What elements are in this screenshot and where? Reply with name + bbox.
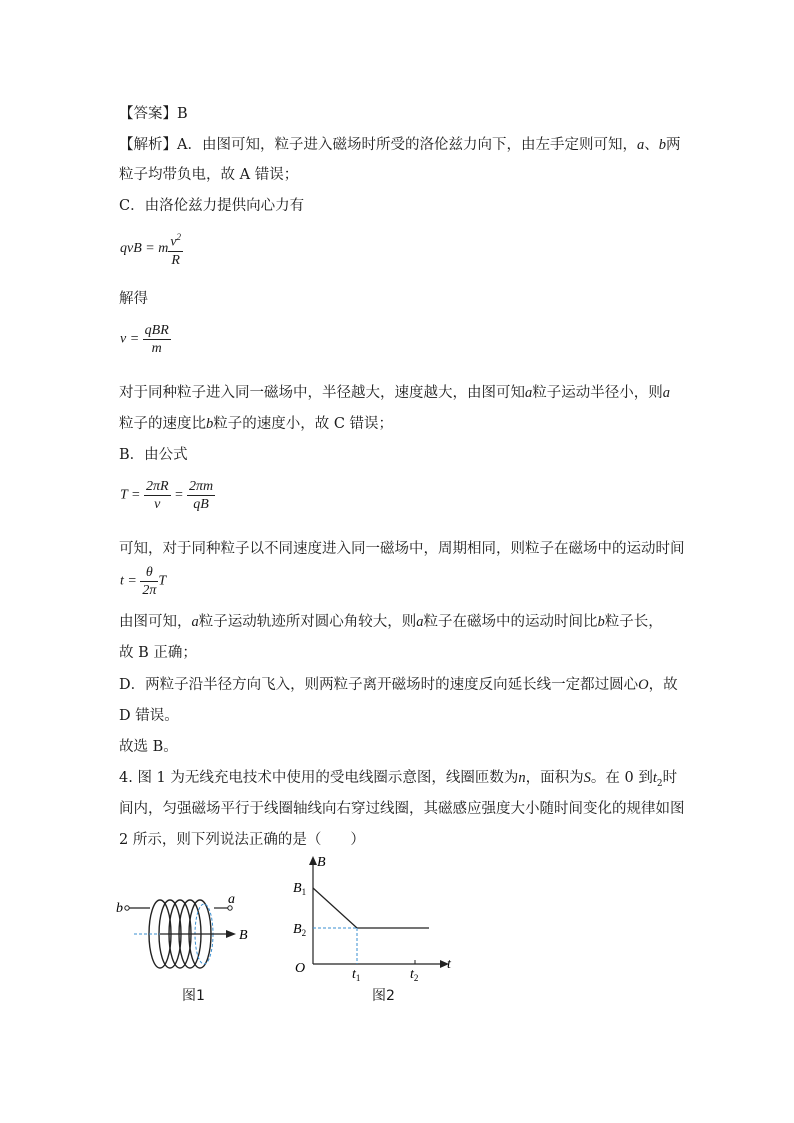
label-b: b <box>116 901 123 916</box>
eq1-sup: 2 <box>176 232 182 242</box>
eq3-lhs: T = <box>120 487 141 503</box>
label-a: a <box>228 892 235 907</box>
figure1-caption: 图1 <box>182 988 205 1004</box>
eq1-lhs: qvB = m <box>120 241 169 257</box>
analysis-c-line2 <box>119 384 670 402</box>
analysis-c-line3 <box>119 415 393 433</box>
equation-lorentz <box>120 229 183 269</box>
analysis-d-line2: D 错误。 <box>119 708 179 724</box>
eq3-num1: 2πR <box>145 479 169 494</box>
d1-pre: D．两粒子沿半径方向飞入，则两粒子离开磁场时的速度反向延长线一定都过圆心 <box>119 677 639 693</box>
symbol-b: b <box>597 614 605 630</box>
axis-label-B: B <box>317 855 326 870</box>
figure2-caption: 图2 <box>372 988 395 1004</box>
analysis-tag: 【解析】 <box>119 137 177 153</box>
symbol-t-sub: 2 <box>656 778 663 789</box>
symbol-t: t <box>652 770 657 786</box>
q1-mid2: 。在 0 到 <box>590 770 653 786</box>
analysis-b-line4: 故 B 正确； <box>119 645 197 661</box>
eq3-num2: 2πm <box>189 479 214 494</box>
label-t2: $t_2$ <box>410 967 419 982</box>
equation-time <box>120 564 166 599</box>
eq2-num: qBR <box>144 323 169 338</box>
symbol-a: a <box>191 614 199 630</box>
analysis-a-line2: 粒子均带负电，故 A 错误； <box>119 167 299 183</box>
question-line2: 间内，匀强磁场平行于线圈轴线向右穿过线圈，其磁感应强度大小随时间变化的规律如图 <box>119 801 685 817</box>
eq2-lhs: v = <box>120 331 140 347</box>
final-answer-line: 故选 B。 <box>119 739 178 755</box>
symbol-b: b <box>658 137 666 153</box>
symbol-a: a <box>636 137 645 153</box>
terminal-b <box>125 906 129 910</box>
q1-end: 时 <box>662 770 678 786</box>
analysis-b-line2: 可知，对于同种粒子以不同速度进入同一磁场中，周期相同，则粒子在磁场中的运动时间 <box>119 541 685 557</box>
answer-line <box>119 105 188 123</box>
eq3-fraction2 <box>187 478 215 513</box>
origin-label: O <box>295 961 306 976</box>
analysis-a-line1 <box>119 136 680 154</box>
figure1-coil-diagram <box>112 888 262 988</box>
symbol-b: b <box>206 416 214 432</box>
b-curve <box>313 888 429 928</box>
analysis-a-text: A．由图可知，粒子进入磁场时所受的洛伦兹力向下，由左手定则可知， <box>177 137 637 153</box>
eq4-fraction <box>140 564 158 599</box>
eq4-rhs: T <box>158 573 167 589</box>
eq1-num: v <box>170 234 177 250</box>
label-t1: $t_1$ <box>352 967 361 982</box>
eq4-lhs: t = <box>120 573 137 589</box>
symbol-a: a <box>525 385 533 401</box>
question-line3: 2 所示，则下列说法正确的是（ ） <box>119 832 365 848</box>
symbol-a: a <box>416 614 424 630</box>
symbol-s: S <box>583 770 591 786</box>
answer-tag: 【答案】 <box>119 106 177 122</box>
axis-label-t: t <box>447 957 451 972</box>
eq3-den2: qB <box>193 497 209 512</box>
solve-label: 解得 <box>119 291 148 307</box>
eq2-fraction <box>143 322 171 357</box>
eq3-den1: v <box>154 497 161 512</box>
b3-end: 粒子长， <box>604 614 663 630</box>
symbol-a: a <box>662 385 670 401</box>
c3-post: 粒子的速度小，故 C 错误； <box>213 416 394 432</box>
equation-period <box>120 478 215 513</box>
b3-mid2: 粒子在磁场中的运动时间比 <box>423 614 598 630</box>
c2-mid: 粒子运动半径小，则 <box>532 385 663 401</box>
symbol-o: O <box>638 677 649 693</box>
eq1-fraction <box>168 229 183 269</box>
b3-pre: 由图可知， <box>119 614 192 630</box>
analysis-a-end: 两 <box>665 137 681 153</box>
eq3-equals: = <box>174 487 184 503</box>
y-axis-arrow <box>309 856 317 865</box>
eq4-num: θ <box>140 564 158 582</box>
c3-pre: 粒子的速度比 <box>119 416 206 432</box>
q1-mid: ，面积为 <box>525 770 584 786</box>
label-B2: $B_2$ <box>293 922 307 938</box>
figure2-bt-graph <box>285 852 460 982</box>
symbol-n: n <box>518 770 526 786</box>
b3-mid: 粒子运动轨迹所对圆心角较大，则 <box>198 614 417 630</box>
eq1-den: R <box>171 252 180 268</box>
eq2-den: m <box>151 341 162 356</box>
eq4-den: 2π <box>142 583 157 598</box>
eq3-fraction1 <box>144 478 171 513</box>
analysis-b-line3 <box>119 613 663 631</box>
d1-end: ，故 <box>648 677 678 693</box>
question-line1 <box>119 769 677 793</box>
label-B1: $B_1$ <box>293 881 307 897</box>
c2-pre: 对于同种粒子进入同一磁场中，半径越大，速度越大，由图可知 <box>119 385 525 401</box>
label-field-B: B <box>239 928 248 943</box>
analysis-c-line1: C．由洛伦兹力提供向心力有 <box>119 198 305 214</box>
q1-pre: 图 1 为无线充电技术中使用的受电线圈示意图，线圈匝数为 <box>137 770 519 786</box>
analysis-d-line1 <box>119 676 678 694</box>
analysis-b-line1: B．由公式 <box>119 447 188 463</box>
separator: 、 <box>644 137 659 153</box>
question-number: 4. <box>119 770 133 786</box>
equation-velocity <box>120 322 171 357</box>
answer-value: B <box>177 106 188 122</box>
field-arrow-head <box>226 930 236 938</box>
